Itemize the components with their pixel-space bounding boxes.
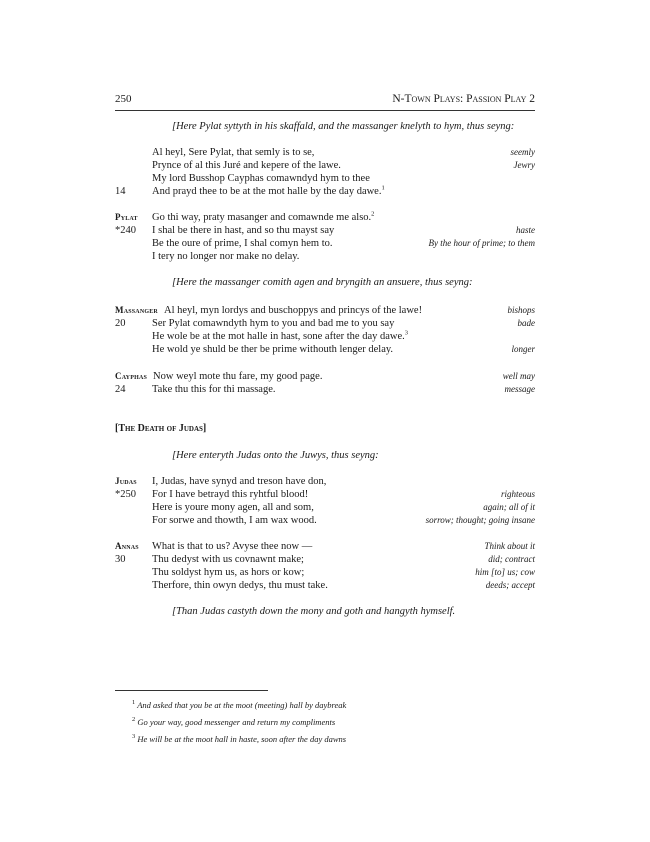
gloss: sorrow; thought; going insane [425, 515, 535, 525]
line-number: 20 [115, 318, 126, 329]
verse-line [115, 173, 535, 186]
gloss: seemly [510, 147, 535, 157]
footnote-mark: 2 [132, 716, 136, 724]
verse-line [115, 186, 535, 199]
line-text: Therfore, thin owyn dedys, thu must take. [152, 580, 328, 591]
footnote-text: He will be at the moot hall in haste, soon after the day dawns [137, 734, 347, 744]
gloss: bishops [507, 305, 535, 315]
verse-line [115, 225, 535, 238]
speaker-name: Annas [115, 541, 139, 551]
verse-line [115, 331, 535, 344]
line-text: Go thi way, praty masanger and comawnde me also. [152, 212, 372, 223]
footnote-mark: 3 [132, 733, 136, 741]
verse-line [115, 541, 535, 554]
verse-line [115, 567, 535, 580]
page-number: 250 [115, 93, 132, 105]
line-number: *250 [115, 489, 136, 500]
speaker-name: Cayphas [115, 371, 148, 381]
footnote-ref: 3 [404, 329, 409, 337]
gloss: longer [511, 344, 535, 354]
line-text: For sorwe and thowth, I am wax wood. [152, 515, 317, 526]
gloss: did; contract [488, 554, 535, 564]
footnote-rule [115, 690, 268, 691]
speaker-name: Pylat [115, 212, 138, 222]
stage-direction: [Here Pylat syttyth in his skaffald, and the massanger knelyth to hym, thus seyng: [172, 121, 515, 132]
footnote-text: Go your way, good messenger and return my compliments [137, 717, 336, 727]
verse-line [115, 371, 535, 384]
gloss: message [504, 384, 535, 394]
line-text: Ser Pylat comawndyth hym to you and bad me to you say [152, 318, 395, 329]
line-text: Take thu this for thi massage. [152, 384, 276, 395]
gloss: righteous [500, 489, 535, 499]
page-header [115, 93, 535, 111]
line-text: Be the oure of prime, I shal comyn hem to. [152, 238, 333, 249]
speaker-name: Massanger [115, 305, 158, 315]
line-number: *240 [115, 225, 136, 236]
line-text: Prynce of al this Juré and kepere of the lawe. [152, 160, 341, 171]
stage-direction: [Here the massanger comith agen and bryngith an ansuere, thus seyng: [172, 277, 473, 288]
verse-line [115, 160, 535, 173]
gloss: well may [502, 371, 535, 381]
verse-line [115, 476, 535, 489]
verse-line [115, 238, 535, 251]
line-text: My lord Busshop Cayphas comawndyd hym to thee [152, 173, 370, 184]
verse-line [115, 305, 535, 318]
verse-line [115, 344, 535, 357]
line-text: Here is youre mony agen, all and som, [152, 502, 314, 513]
gloss: him [to] us; cow [475, 567, 535, 577]
footnote-text: And asked that you be at the moot (meeting) hall by daybreak [137, 700, 347, 710]
footnote [132, 717, 335, 727]
gloss: again; all of it [483, 502, 535, 512]
line-number: 24 [115, 384, 126, 395]
verse-line [115, 251, 535, 264]
line-number: 14 [115, 186, 126, 197]
line-text: I shal be there in hast, and so thu mayst say [152, 225, 335, 236]
footnote-mark: 1 [132, 699, 136, 707]
line-text: What is that to us? Avyse thee now — [152, 541, 313, 552]
verse-line [115, 489, 535, 502]
line-text: Now weyl mote thu fare, my good page. [153, 371, 323, 382]
line-text: Thu soldyst hym us, as hors or kow; [152, 567, 305, 578]
line-number: 30 [115, 554, 126, 565]
gloss: bade [517, 318, 535, 328]
verse-line [115, 502, 535, 515]
line-text: For I have betrayd this ryhtful blood! [152, 489, 309, 500]
stage-direction: [Here enteryth Judas onto the Juwys, thus seyng: [172, 450, 379, 461]
verse-line [115, 147, 535, 160]
verse-line [115, 580, 535, 593]
verse-line [115, 212, 535, 225]
footnote [132, 700, 346, 710]
gloss: By the hour of prime; to them [428, 238, 535, 248]
line-text: And prayd thee to be at the mot halle by the day dawe. [152, 186, 382, 197]
verse-line [115, 515, 535, 528]
line-text: Thu dedyst with us covnawnt make; [152, 554, 304, 565]
line-text: Al heyl, Sere Pylat, that semly is to se, [152, 147, 315, 158]
verse-line [115, 554, 535, 567]
verse-line [115, 318, 535, 331]
section-heading: [The Death of Judas] [115, 423, 207, 434]
line-text: I, Judas, have synyd and treson have don, [152, 476, 327, 487]
gloss: deeds; accept [485, 580, 535, 590]
line-text: He wole be at the mot halle in hast, sone after the day dawe. [152, 331, 405, 342]
stage-direction: [Than Judas castyth down the mony and goth and hangyth hymself. [172, 606, 456, 617]
gloss: Think about it [484, 541, 535, 551]
line-text: He wold ye shuld be ther be prime withouth lenger delay. [152, 344, 394, 355]
gloss: Jewry [513, 160, 535, 170]
verse-line [115, 384, 535, 397]
line-text: Al heyl, myn lordys and buschoppys and princys of the lawe! [163, 305, 423, 316]
footnote-ref: 1 [381, 184, 385, 192]
speaker-name: Judas [115, 476, 137, 486]
running-title: N-Town Plays: Passion Play 2 [392, 93, 535, 105]
footnote [132, 734, 346, 744]
gloss: haste [516, 225, 535, 235]
line-text: I tery no longer nor make no delay. [152, 251, 300, 262]
footnote-ref: 2 [371, 210, 375, 218]
